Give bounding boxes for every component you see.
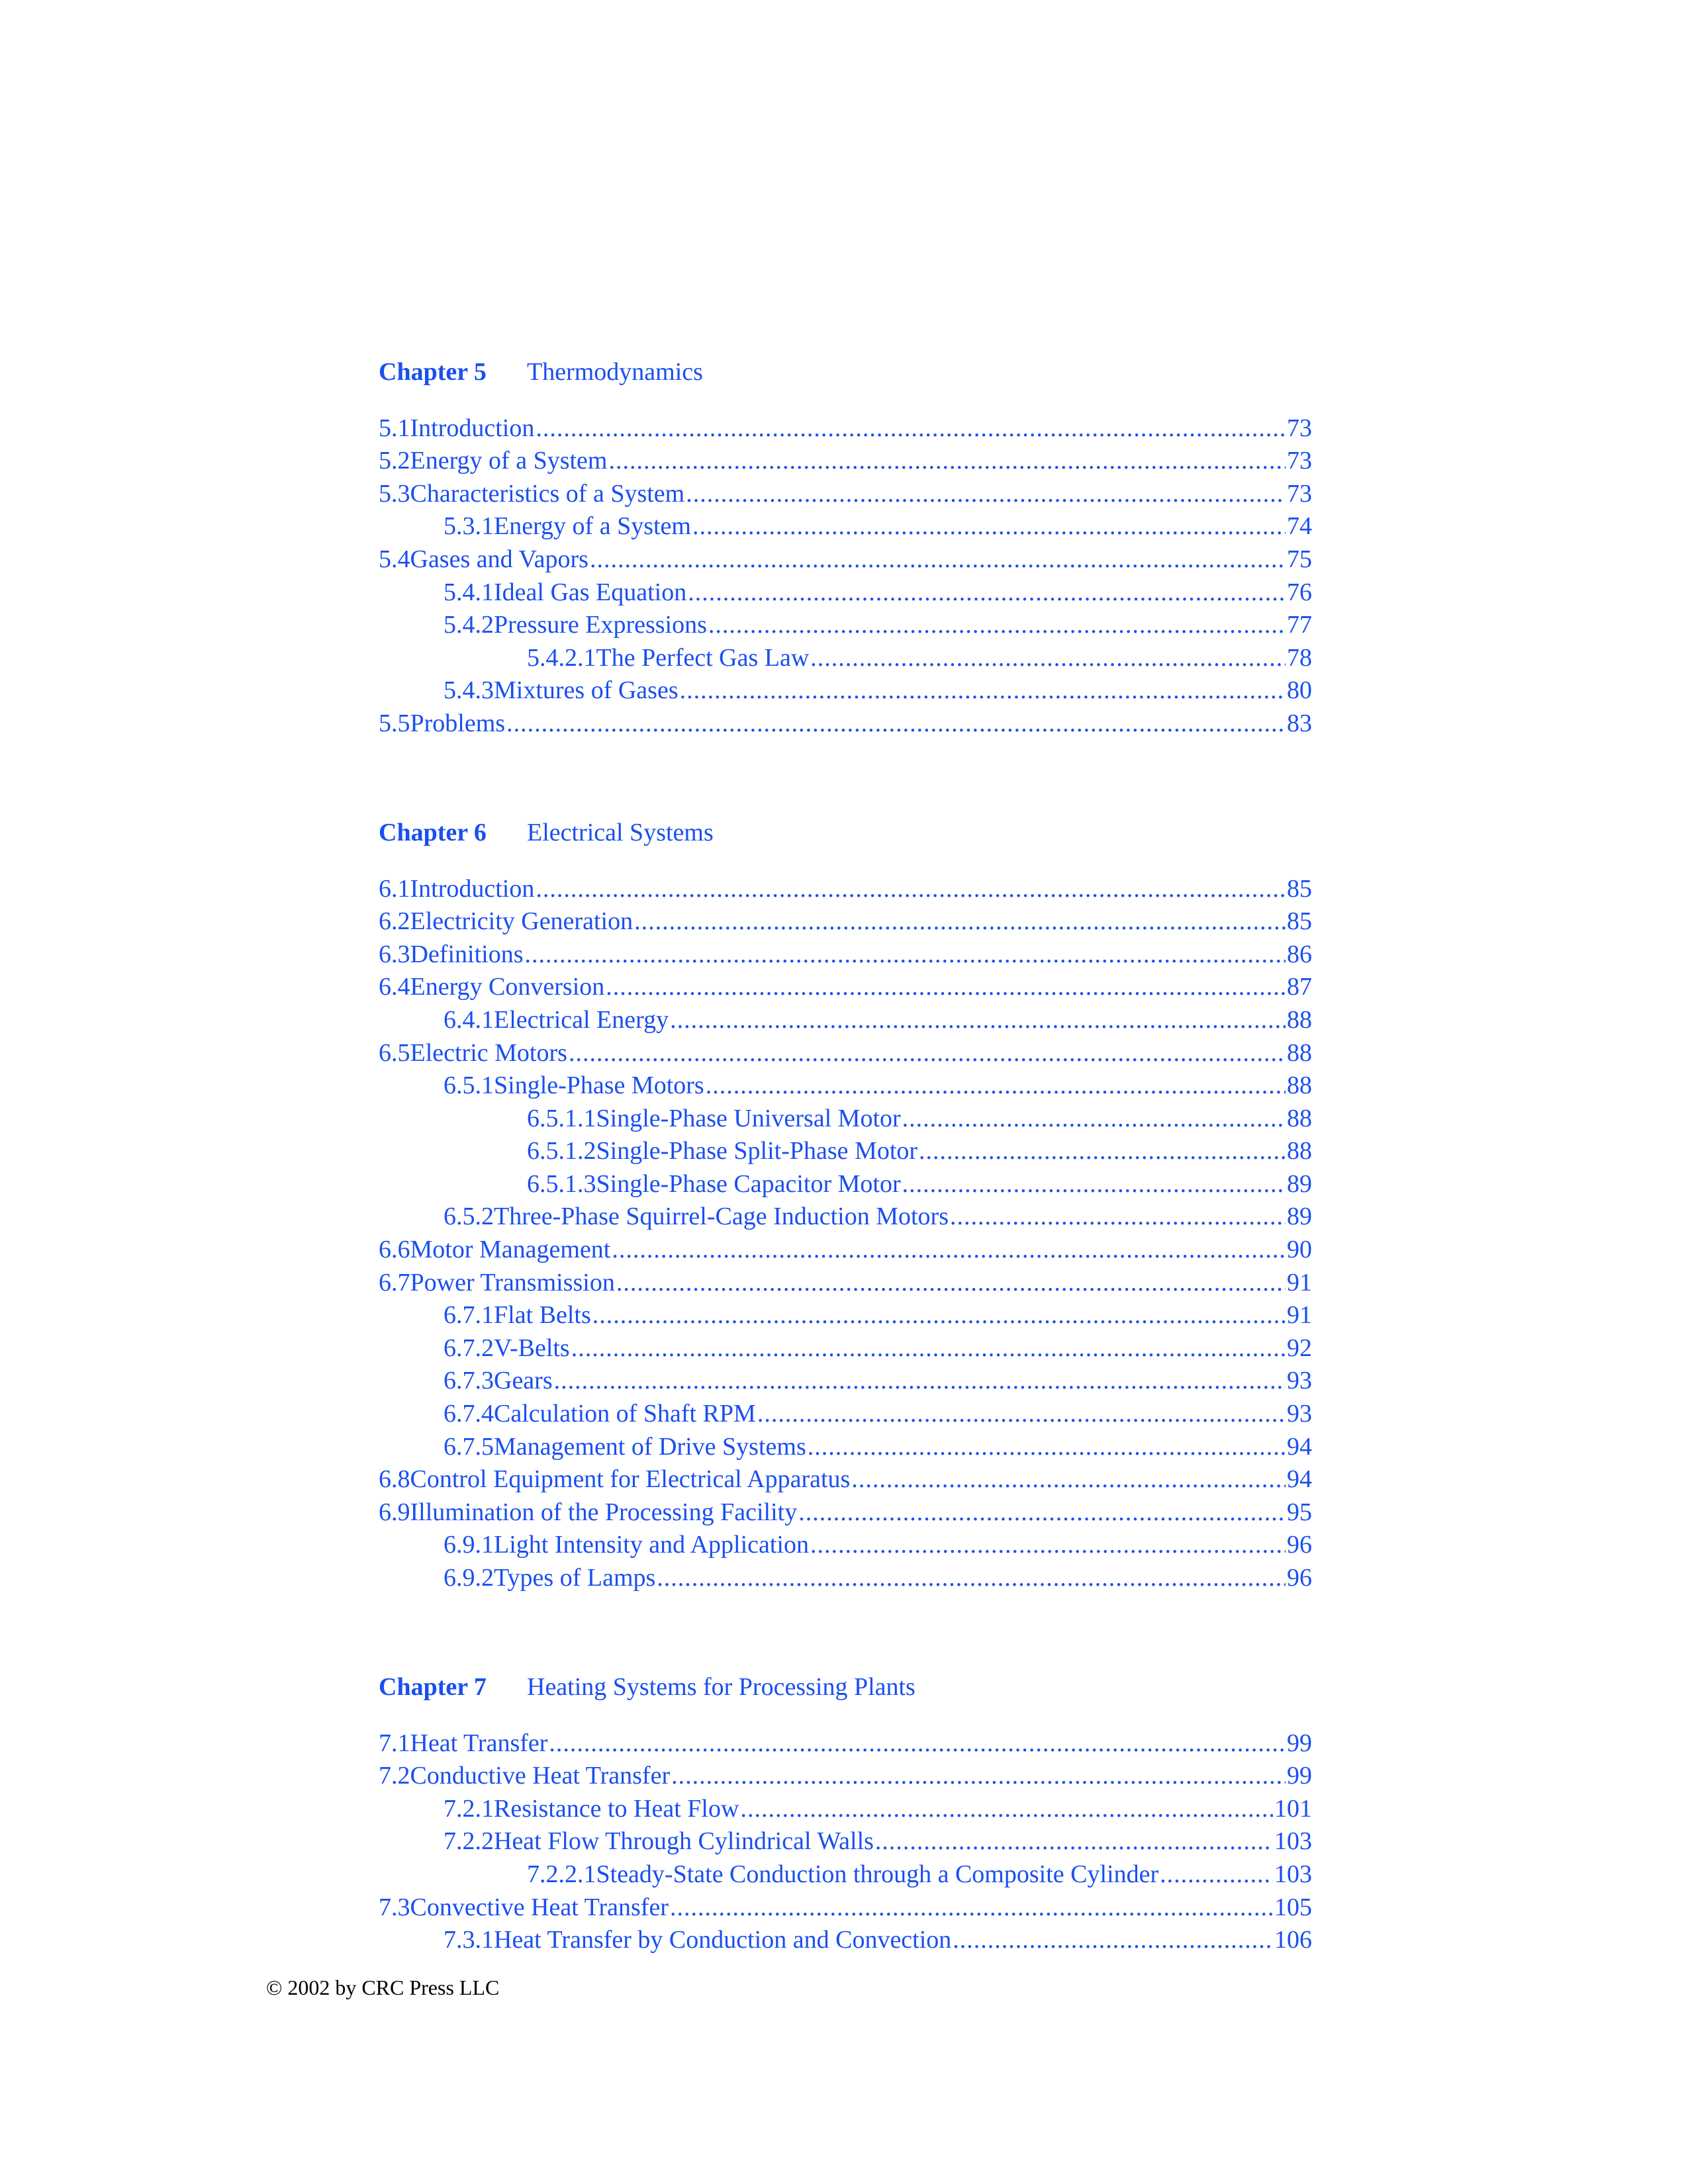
section-number: 5.3.1: [444, 512, 494, 541]
page-number: 88: [1287, 1104, 1312, 1132]
page-number: 78: [1287, 643, 1312, 672]
section-number: 6.7: [379, 1268, 410, 1297]
section-number: 6.7.4: [444, 1400, 494, 1428]
section-title: Single-Phase Capacitor Motor: [596, 1169, 901, 1198]
dot-leader: [612, 1237, 1286, 1262]
dot-leader: [634, 909, 1286, 934]
page-number: 86: [1287, 940, 1312, 968]
section-number: 5.2: [379, 447, 410, 475]
chapter-5: [379, 357, 1312, 736]
toc-entry[interactable]: [379, 1426, 1312, 1459]
toc-entry[interactable]: [379, 539, 1312, 572]
page-number: 73: [1287, 479, 1312, 508]
page-number: 96: [1287, 1564, 1312, 1592]
dot-leader: [686, 481, 1286, 506]
page-number: 106: [1274, 1926, 1312, 1954]
toc-entry[interactable]: [379, 670, 1312, 704]
dot-leader: [919, 1138, 1286, 1163]
section-title: Problems: [410, 709, 506, 737]
section-number: 6.3: [379, 940, 410, 968]
section-number: 6.5.2: [444, 1203, 494, 1231]
dot-leader: [950, 1204, 1286, 1229]
page-number: 88: [1287, 1038, 1312, 1067]
toc-entry[interactable]: [379, 1361, 1312, 1394]
section-number: 7.3: [379, 1893, 410, 1921]
page-number: 90: [1287, 1236, 1312, 1264]
chapter-title: Heating Systems for Processing Plants: [527, 1673, 915, 1701]
page-number: 73: [1287, 447, 1312, 475]
section-number: 5.5: [379, 709, 410, 737]
dot-leader: [706, 1073, 1286, 1098]
dot-leader: [608, 448, 1286, 473]
section-title: Energy of a System: [410, 447, 608, 475]
section-title: Definitions: [410, 940, 524, 968]
page-number: 103: [1274, 1827, 1312, 1856]
section-title: Resistance to Heat Flow: [494, 1794, 739, 1823]
dot-leader: [571, 1336, 1286, 1361]
page-number: 93: [1287, 1400, 1312, 1428]
section-number: 6.4: [379, 973, 410, 1001]
page-number: 88: [1287, 1071, 1312, 1100]
section-number: 6.6: [379, 1236, 410, 1264]
toc-entry[interactable]: [379, 506, 1312, 539]
dot-leader: [506, 711, 1286, 736]
dot-leader: [810, 1532, 1286, 1557]
page-number: 101: [1274, 1794, 1312, 1823]
dot-leader: [657, 1565, 1286, 1590]
dot-leader: [902, 1171, 1286, 1197]
toc-entry[interactable]: [379, 1788, 1312, 1821]
toc-entry[interactable]: [379, 1229, 1312, 1262]
section-title: Three-Phase Squirrel-Cage Induction Motors: [494, 1203, 949, 1231]
toc-entries: [379, 868, 1312, 1590]
chapter-heading[interactable]: [379, 1672, 1312, 1720]
section-title: Mixtures of Gases: [494, 676, 679, 705]
toc-entry[interactable]: [379, 1032, 1312, 1066]
section-number: 6.7.1: [444, 1301, 494, 1330]
toc-entry[interactable]: [379, 1557, 1312, 1590]
dot-leader: [670, 1895, 1273, 1920]
section-number: 5.3: [379, 479, 410, 508]
section-number: 6.2: [379, 907, 410, 936]
toc-entry[interactable]: [379, 1262, 1312, 1295]
section-number: 5.4.2: [444, 611, 494, 639]
dot-leader: [590, 547, 1286, 572]
page-number: 103: [1274, 1860, 1312, 1888]
section-number: 6.5: [379, 1038, 410, 1067]
section-title: Convective Heat Transfer: [410, 1893, 669, 1921]
table-of-contents: [379, 357, 1312, 2034]
toc-entry[interactable]: [379, 1163, 1312, 1197]
section-title: Characteristics of a System: [410, 479, 685, 508]
dot-leader: [902, 1106, 1286, 1131]
toc-entry[interactable]: [379, 1131, 1312, 1164]
dot-leader: [616, 1270, 1286, 1295]
section-number: 6.7.3: [444, 1367, 494, 1395]
page-number: 95: [1287, 1498, 1312, 1526]
dot-leader: [536, 416, 1286, 441]
toc-entry[interactable]: [379, 1066, 1312, 1099]
toc-entry[interactable]: [379, 1854, 1312, 1887]
toc-entry[interactable]: [379, 967, 1312, 1000]
page-number: 85: [1287, 907, 1312, 936]
section-title: Light Intensity and Application: [494, 1531, 809, 1559]
section-number: 6.5.1.2: [527, 1137, 596, 1165]
section-title: Conductive Heat Transfer: [410, 1762, 671, 1790]
section-title: Single-Phase Universal Motor: [596, 1104, 901, 1132]
chapter-label: Chapter 5: [379, 358, 487, 386]
section-number: 7.2.2.1: [527, 1860, 596, 1888]
toc-entry[interactable]: [379, 901, 1312, 934]
section-title: Calculation of Shaft RPM: [494, 1400, 756, 1428]
dot-leader: [953, 1927, 1273, 1952]
section-title: Gases and Vapors: [410, 545, 588, 573]
page-number: 74: [1287, 512, 1312, 541]
chapter-heading[interactable]: [379, 818, 1312, 866]
page-number: 83: [1287, 709, 1312, 737]
page-number: 80: [1287, 676, 1312, 705]
chapter-heading[interactable]: [379, 357, 1312, 405]
dot-leader: [692, 514, 1286, 539]
page-number: 91: [1287, 1301, 1312, 1330]
toc-entry[interactable]: [379, 637, 1312, 670]
page-number: 94: [1287, 1465, 1312, 1494]
chapter-7: [379, 1672, 1312, 1952]
section-number: 5.4.3: [444, 676, 494, 705]
toc-entry[interactable]: [379, 1295, 1312, 1328]
page-number: 93: [1287, 1367, 1312, 1395]
section-title: Heat Transfer by Conduction and Convection: [494, 1926, 952, 1954]
page-number: 94: [1287, 1432, 1312, 1461]
section-title: Heat Flow Through Cylindrical Walls: [494, 1827, 874, 1856]
section-title: Electricity Generation: [410, 907, 633, 936]
section-number: 6.4.1: [444, 1005, 494, 1034]
dot-leader: [810, 645, 1286, 670]
toc-entry[interactable]: [379, 441, 1312, 474]
page-number: 73: [1287, 414, 1312, 442]
chapter-6: [379, 818, 1312, 1590]
dot-leader: [536, 876, 1286, 901]
section-title: Management of Drive Systems: [494, 1432, 806, 1461]
page-number: 99: [1287, 1729, 1312, 1757]
section-number: 6.9: [379, 1498, 410, 1526]
page-number: 88: [1287, 1005, 1312, 1034]
toc-entry[interactable]: [379, 1525, 1312, 1558]
section-title: Energy of a System: [494, 512, 691, 541]
chapter-label: Chapter 6: [379, 818, 487, 846]
dot-leader: [708, 612, 1286, 637]
section-number: 6.1: [379, 874, 410, 903]
toc-entry[interactable]: [379, 1328, 1312, 1361]
chapter-label: Chapter 7: [379, 1673, 487, 1701]
section-title: Steady-State Conduction through a Composite Cylinder: [596, 1860, 1159, 1888]
section-number: 6.7.2: [444, 1334, 494, 1362]
toc-entry[interactable]: [379, 999, 1312, 1032]
section-number: 7.2: [379, 1762, 410, 1790]
chapter-title: Electrical Systems: [527, 818, 714, 846]
section-title: Control Equipment for Electrical Apparatus: [410, 1465, 851, 1494]
toc-entry[interactable]: [379, 1887, 1312, 1920]
toc-entry[interactable]: [379, 572, 1312, 605]
section-title: Electrical Energy: [494, 1005, 669, 1034]
toc-entry[interactable]: [379, 473, 1312, 506]
section-title: Single-Phase Split-Phase Motor: [596, 1137, 918, 1165]
dot-leader: [740, 1796, 1273, 1821]
toc-entry[interactable]: [379, 1756, 1312, 1789]
section-title: Motor Management: [410, 1236, 611, 1264]
section-number: 7.2.2: [444, 1827, 494, 1856]
toc-entry[interactable]: [379, 1723, 1312, 1756]
dot-leader: [875, 1829, 1273, 1854]
page-number: 75: [1287, 545, 1312, 573]
dot-leader: [606, 974, 1286, 999]
dot-leader: [549, 1731, 1286, 1756]
page-number: 99: [1287, 1762, 1312, 1790]
section-title: Heat Transfer: [410, 1729, 548, 1757]
section-title: Introduction: [410, 874, 535, 903]
page-number: 76: [1287, 578, 1312, 606]
toc-entry[interactable]: [379, 1393, 1312, 1426]
section-number: 7.2.1: [444, 1794, 494, 1823]
toc-entry[interactable]: [379, 703, 1312, 736]
dot-leader: [757, 1401, 1286, 1426]
page-number: 89: [1287, 1169, 1312, 1198]
dot-leader: [671, 1763, 1286, 1788]
page-number: 91: [1287, 1268, 1312, 1297]
section-title: Types of Lamps: [494, 1564, 656, 1592]
page-number: 105: [1274, 1893, 1312, 1921]
dot-leader: [808, 1434, 1286, 1459]
section-title: Power Transmission: [410, 1268, 615, 1297]
dot-leader: [554, 1368, 1286, 1393]
section-title: Electric Motors: [410, 1038, 567, 1067]
section-number: 6.5.1.3: [527, 1169, 596, 1198]
page-number: 77: [1287, 611, 1312, 639]
section-title: The Perfect Gas Law: [596, 643, 810, 672]
dot-leader: [798, 1500, 1286, 1525]
page-number: 87: [1287, 973, 1312, 1001]
section-number: 6.9.1: [444, 1531, 494, 1559]
toc-entries: [379, 408, 1312, 736]
toc-entry[interactable]: [379, 1197, 1312, 1230]
toc-entry[interactable]: [379, 1098, 1312, 1131]
section-number: 6.9.2: [444, 1564, 494, 1592]
toc-entry[interactable]: [379, 1459, 1312, 1492]
section-title: Introduction: [410, 414, 535, 442]
section-number: 6.5.1: [444, 1071, 494, 1100]
section-title: Flat Belts: [494, 1301, 591, 1330]
dot-leader: [569, 1040, 1286, 1066]
copyright-notice: © 2002 by CRC Press LLC: [266, 1976, 500, 1999]
section-title: Single-Phase Motors: [494, 1071, 704, 1100]
page-number: 89: [1287, 1203, 1312, 1231]
section-number: 7.3.1: [444, 1926, 494, 1954]
toc-entry[interactable]: [379, 1492, 1312, 1525]
toc-entries: [379, 1723, 1312, 1952]
dot-leader: [680, 678, 1286, 703]
dot-leader: [1160, 1862, 1273, 1887]
section-number: 5.4.1: [444, 578, 494, 606]
section-number: 6.7.5: [444, 1432, 494, 1461]
toc-entry[interactable]: [379, 934, 1312, 967]
chapter-title: Thermodynamics: [527, 358, 703, 386]
dot-leader: [592, 1302, 1286, 1328]
page-number: 85: [1287, 874, 1312, 903]
toc-entry[interactable]: [379, 1920, 1312, 1953]
section-title: V-Belts: [494, 1334, 570, 1362]
section-number: 6.8: [379, 1465, 410, 1494]
section-number: 5.1: [379, 414, 410, 442]
section-number: 6.5.1.1: [527, 1104, 596, 1132]
section-number: 5.4.2.1: [527, 643, 596, 672]
dot-leader: [524, 942, 1286, 967]
page-number: 92: [1287, 1334, 1312, 1362]
page-number: 96: [1287, 1531, 1312, 1559]
dot-leader: [851, 1467, 1286, 1492]
dot-leader: [670, 1007, 1286, 1032]
section-title: Gears: [494, 1367, 553, 1395]
toc-entry[interactable]: [379, 408, 1312, 441]
section-title: Ideal Gas Equation: [494, 578, 687, 606]
toc-entry[interactable]: [379, 1821, 1312, 1854]
section-number: 7.1: [379, 1729, 410, 1757]
page-number: 88: [1287, 1137, 1312, 1165]
section-number: 5.4: [379, 545, 410, 573]
section-title: Energy Conversion: [410, 973, 605, 1001]
toc-entry[interactable]: [379, 868, 1312, 901]
dot-leader: [688, 580, 1286, 605]
section-title: Illumination of the Processing Facility: [410, 1498, 798, 1526]
toc-entry[interactable]: [379, 605, 1312, 638]
section-title: Pressure Expressions: [494, 611, 707, 639]
